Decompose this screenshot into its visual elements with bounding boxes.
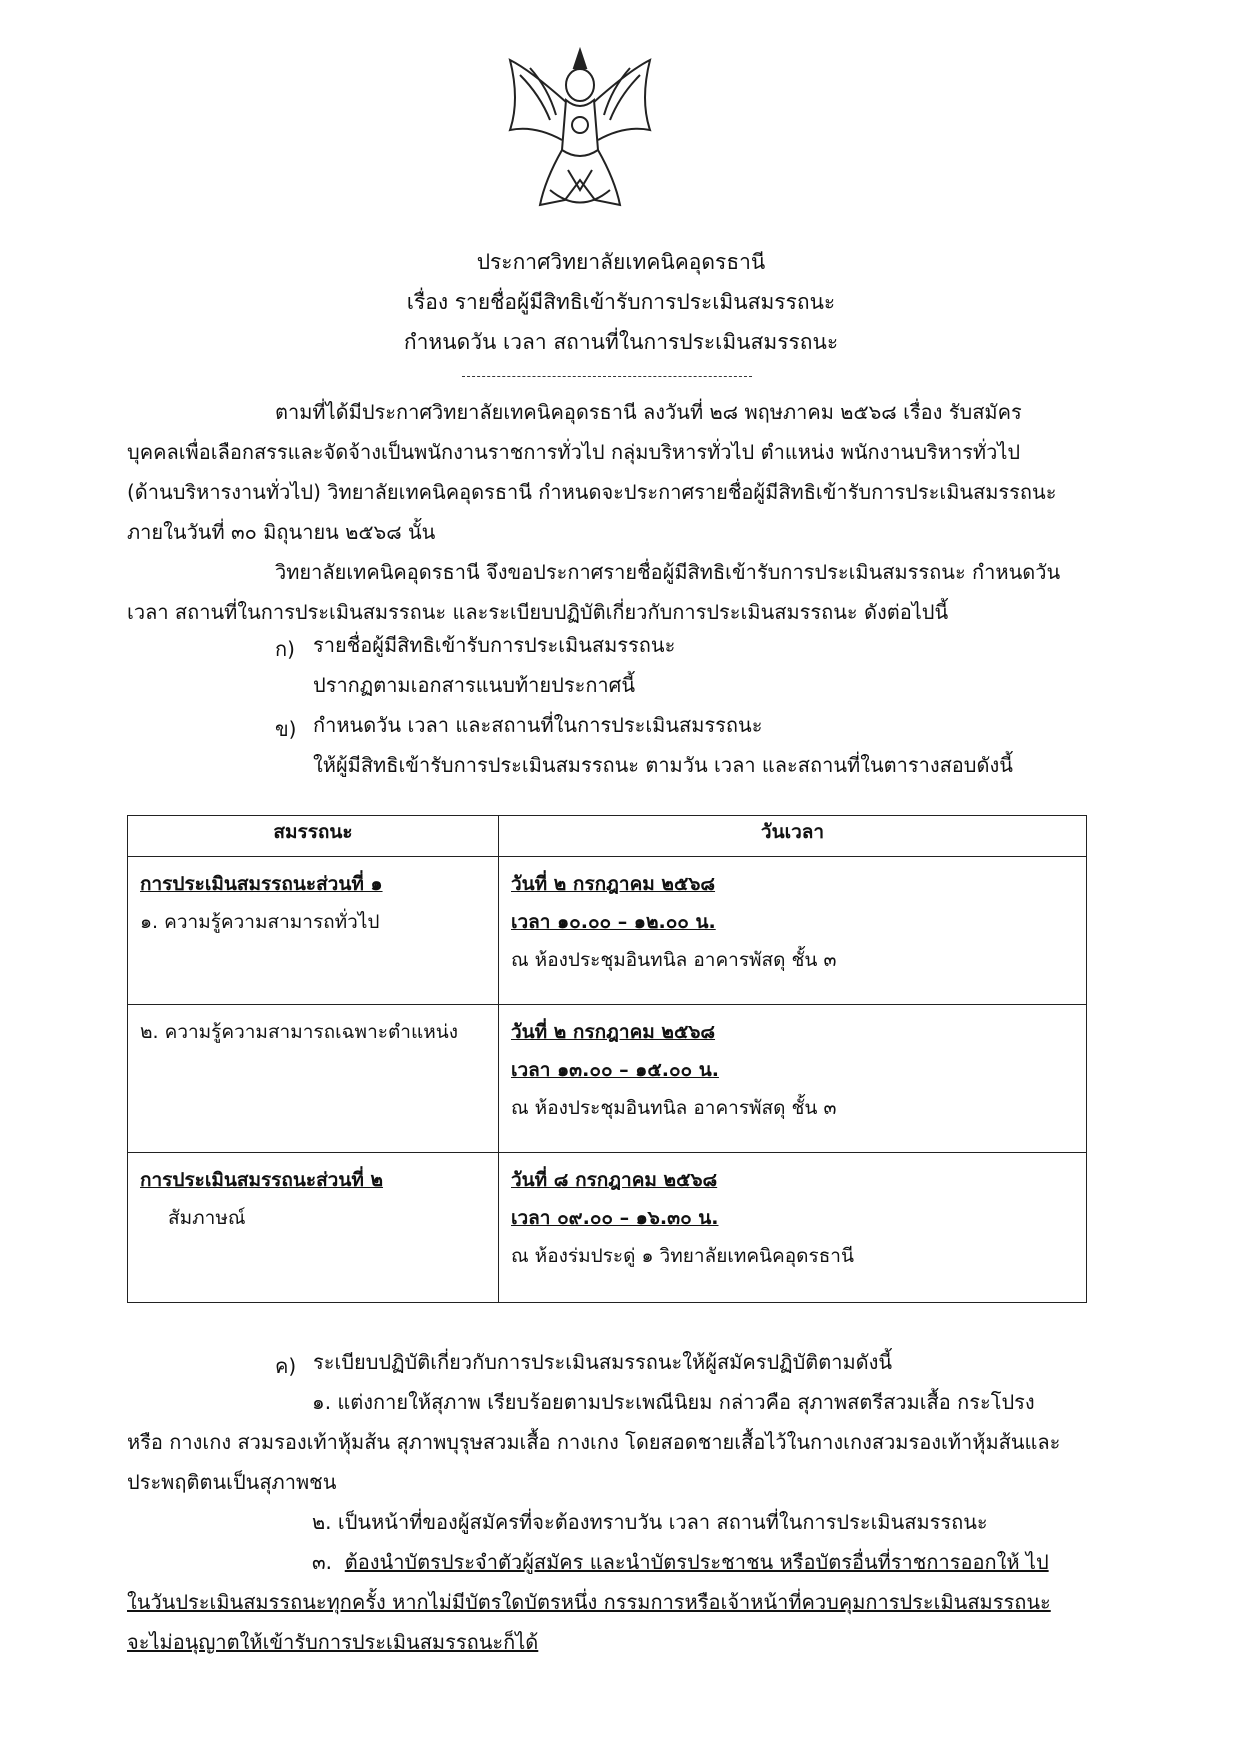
table-header-row [128,816,1087,857]
exam-date: วันที่ ๘ กรกฎาคม ๒๕๖๘ [511,1169,718,1191]
rule-3-line [127,1542,1087,1582]
rule-3 [127,1542,1087,1662]
item-b-label: ข) [275,717,297,741]
table-row [128,1153,1087,1303]
part-heading: การประเมินสมรรถนะส่วนที่ ๑ [140,873,383,895]
intro-line: (ด้านบริหารงานทั่วไป) วิทยาลัยเทคนิคอุดรธานี กำหนดจะประกาศรายชื่อผู้มีสิทธิเข้ารับการประเมินสมรรถนะ [127,480,1057,504]
announcement-subject: เรื่อง รายชื่อผู้มีสิทธิเข้ารับการประเมินสมรรถนะ [406,290,836,314]
rule-2-line: ๒. เป็นหน้าที่ของผู้สมัครที่จะต้องทราบวัน เวลา สถานที่ในการประเมินสมรรถนะ [312,1510,988,1534]
rule-3-number: ๓. [312,1550,333,1574]
rule-3-line: จะไม่อนุญาตให้เข้ารับการประเมินสมรรถนะก็ได้ [127,1630,539,1654]
announce-paragraph [127,552,1087,632]
intro-line: บุคคลเพื่อเลือกสรรและจัดจ้างเป็นพนักงานราชการทั่วไป กลุ่มบริหารทั่วไป ตำแหน่ง พนักงานบริหารทั่วไป [127,440,1021,464]
rule-2 [127,1502,1087,1542]
announcement-subject-line2: กำหนดวัน เวลา สถานที่ในการประเมินสมรรถนะ [403,330,839,354]
exam-place: ณ ห้องร่มประดู่ ๑ วิทยาลัยเทคนิคอุดรธานี [511,1245,854,1267]
exam-date: วันที่ ๒ กรกฎาคม ๒๕๖๘ [511,873,716,895]
announce-line: วิทยาลัยเทคนิคอุดรธานี จึงขอประกาศรายชื่อผู้มีสิทธิเข้ารับการประเมินสมรรถนะ กำหนดวัน [275,560,1061,584]
rule-1-line: หรือ กางเกง สวมรองเท้าหุ้มส้น สุภาพบุรุษสวมเสื้อ กางเกง โดยสอดชายเสื้อไว้ในกางเกงสวมรองเท้าหุ้มส้นและ [127,1430,1061,1454]
intro-line: ตามที่ได้มีประกาศวิทยาลัยเทคนิคอุดรธานี ลงวันที่ ๒๘ พฤษภาคม ๒๕๖๘ เรื่อง รับสมัคร [275,400,1022,424]
table-cell-datetime [499,857,1087,1005]
exam-date: วันที่ ๒ กรกฎาคม ๒๕๖๘ [511,1021,716,1043]
table-row [128,1005,1087,1153]
exam-place: ณ ห้องประชุมอินทนิล อาคารพัสดุ ชั้น ๓ [511,1097,837,1119]
item-c-title: ระเบียบปฏิบัติเกี่ยวกับการประเมินสมรรถนะให้ผู้สมัครปฏิบัติตามดังนี้ [313,1350,893,1374]
exam-time: เวลา ๑๐.๐๐ – ๑๒.๐๐ น. [511,911,716,933]
intro-line: ภายในวันที่ ๓๐ มิถุนายน ๒๕๖๘ นั้น [127,520,436,544]
item-a-line1: รายชื่อผู้มีสิทธิเข้ารับการประเมินสมรรถนะ [313,633,676,657]
title-divider [462,376,752,377]
garuda-emblem-icon [490,40,670,220]
item-c-label: ค) [275,1354,297,1378]
rule-1 [127,1382,1087,1502]
rule-1-line: ประพฤติตนเป็นสุภาพชน [127,1470,337,1494]
table-row [128,857,1087,1005]
table-cell-competency [128,1005,499,1153]
table-header-datetime: วันเวลา [499,816,1087,857]
table-header-competency: สมรรถนะ [128,816,499,857]
rule-1-line: ๑. แต่งกายให้สุภาพ เรียบร้อยตามประเพณีนิยม กล่าวคือ สุภาพสตรีสวมเสื้อ กระโปรง [312,1390,1035,1414]
rule-3-text: ต้องนำบัตรประจำตัวผู้สมัคร และนำบัตรประชาชน หรือบัตรอื่นที่ราชการออกให้ ไป [344,1550,1049,1574]
table-cell-competency [128,1153,499,1303]
table-cell-datetime [499,1153,1087,1303]
table-cell-competency [128,857,499,1005]
announce-line: เวลา สถานที่ในการประเมินสมรรถนะ และระเบียบปฏิบัติเกี่ยวกับการประเมินสมรรถนะ ดังต่อไปนี้ [127,600,949,624]
item-b-line2: ให้ผู้มีสิทธิเข้ารับการประเมินสมรรถนะ ตามวัน เวลา และสถานที่ในตารางสอบดังนี้ [313,753,1013,777]
item-a-text [313,625,675,705]
schedule-table [127,815,1087,1303]
item-b-line1: กำหนดวัน เวลา และสถานที่ในการประเมินสมรรถนะ [313,713,763,737]
competency-topic: ๒. ความรู้ความสามารถเฉพาะตำแหน่ง [140,1021,458,1043]
table-cell-datetime [499,1005,1087,1153]
exam-place: ณ ห้องประชุมอินทนิล อาคารพัสดุ ชั้น ๓ [511,949,837,971]
competency-topic: ๑. ความรู้ความสามารถทั่วไป [140,911,380,933]
intro-paragraph [127,392,1087,552]
rule-3-line: ในวันประเมินสมรรถนะทุกครั้ง หากไม่มีบัตรใดบัตรหนึ่ง กรรมการหรือเจ้าหน้าที่ควบคุมการประเมินสมรรถนะ [127,1590,1051,1614]
exam-time: เวลา ๑๓.๐๐ – ๑๕.๐๐ น. [511,1059,719,1081]
exam-time: เวลา ๐๙.๐๐ – ๑๖.๓๐ น. [511,1207,719,1229]
item-a-line2: ปรากฏตามเอกสารแนบท้ายประกาศนี้ [313,673,636,697]
competency-topic: สัมภาษณ์ [168,1207,246,1229]
item-a-label: ก) [275,637,295,661]
item-b-text [313,705,1013,785]
part-heading: การประเมินสมรรถนะส่วนที่ ๒ [140,1169,384,1191]
announcement-title: ประกาศวิทยาลัยเทคนิคอุดรธานี [476,250,766,274]
